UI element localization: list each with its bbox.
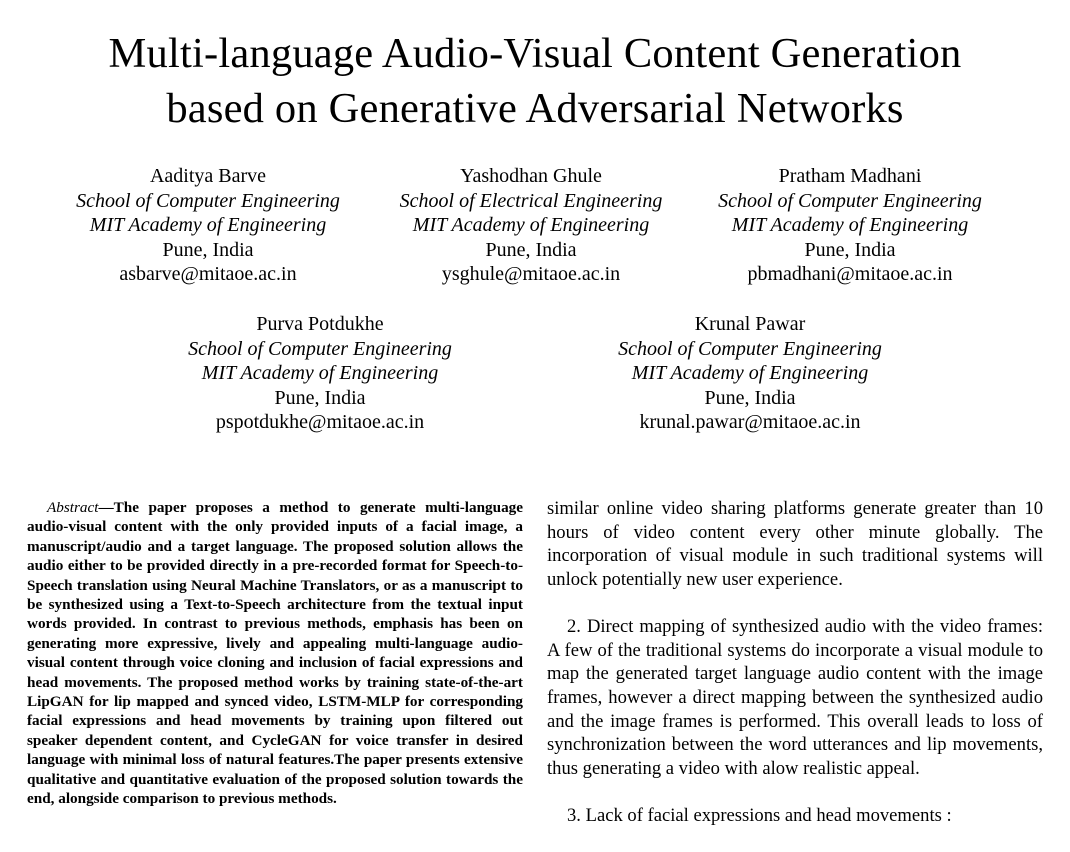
author-block-3 — [700, 164, 1000, 287]
author-email: pbmadhani@mitaoe.ac.in — [747, 263, 953, 286]
abstract-paragraph — [27, 498, 523, 809]
author-name: Purva Potdukhe — [256, 313, 384, 335]
author-city: Pune, India — [804, 238, 896, 261]
author-block-2 — [378, 164, 684, 287]
author-name: Aaditya Barve — [149, 165, 267, 187]
author-institute: MIT Academy of Engineering — [631, 362, 869, 385]
author-block-4 — [167, 312, 473, 435]
body-paragraph-2: 2. Direct mapping of synthesized audio with the video frames: A few of the traditional systems do incorporate a visual module to map the generated target language audio content with the image frames, however a direct mapping between the synthesized audio and the image frames is performed. This overall leads to loss of synchronization between the word utterances and lip movements, thus generating a video with alow realistic appeal. — [547, 615, 1043, 780]
author-institute: MIT Academy of Engineering — [412, 214, 650, 237]
author-institute: MIT Academy of Engineering — [201, 362, 439, 385]
author-email: krunal.pawar@mitaoe.ac.in — [639, 411, 861, 434]
author-block-1 — [58, 164, 358, 287]
right-column-body — [547, 497, 1043, 827]
author-school: School of Electrical Engineering — [399, 189, 663, 212]
author-name: Pratham Madhani — [778, 165, 922, 187]
abstract-text: —The paper proposes a method to generate multi-language audio-visual content with the only provided inputs of a facial image, a manuscript/audio and a target language. The proposed solution allows the audio either to be provided directly in a pre-recorded format for Speech-to-Speech translation using Neural Machine Translators, or as a manuscript to be synthesized using a Text-to-Speech architecture from the textual input words provided. In contrast to previous methods, emphasis has been on generating more expressive, lively and appealing multi-language audio-visual content through voice cloning and inclusion of facial expressions and head movements. The proposed method works by training state-of-the-art LipGAN for lip mapped and synced video, LSTM-MLP for corresponding facial expressions and head movements by training upon filtered out speaker dependent content, and CycleGAN for voice transfer in desired language with minimal loss of natural features.The paper presents extensive qualitative and quantitative evaluation of the proposed solution towards the end, alongside comparison to previous methods. — [27, 499, 523, 808]
author-email: asbarve@mitaoe.ac.in — [119, 263, 297, 286]
author-school: School of Computer Engineering — [188, 337, 452, 360]
title-line-1: Multi-language Audio-Visual Content Generation — [108, 30, 962, 77]
author-name: Yashodhan Ghule — [460, 165, 602, 187]
author-city: Pune, India — [485, 238, 577, 261]
author-school: School of Computer Engineering — [76, 189, 340, 212]
author-school: School of Computer Engineering — [618, 337, 882, 360]
body-paragraph-3: 3. Lack of facial expressions and head movements : — [567, 804, 952, 826]
author-email: ysghule@mitaoe.ac.in — [441, 263, 621, 286]
author-email: pspotdukhe@mitaoe.ac.in — [215, 411, 425, 434]
title-line-2: based on Generative Adversarial Networks — [166, 85, 904, 132]
author-institute: MIT Academy of Engineering — [89, 214, 327, 237]
author-school: School of Computer Engineering — [718, 189, 982, 212]
abstract-label: Abstract — [47, 499, 99, 516]
author-name: Krunal Pawar — [694, 313, 806, 335]
author-city: Pune, India — [704, 386, 796, 409]
author-institute: MIT Academy of Engineering — [731, 214, 969, 237]
body-paragraph-1: similar online video sharing platforms generate greater than 10 hours of video content every other minute globally. The incorporation of visual module in such traditional systems will unlock potentially new user experience. — [547, 498, 1043, 591]
paper-title — [0, 26, 1070, 136]
author-city: Pune, India — [274, 386, 366, 409]
author-city: Pune, India — [162, 238, 254, 261]
author-block-5 — [597, 312, 903, 435]
